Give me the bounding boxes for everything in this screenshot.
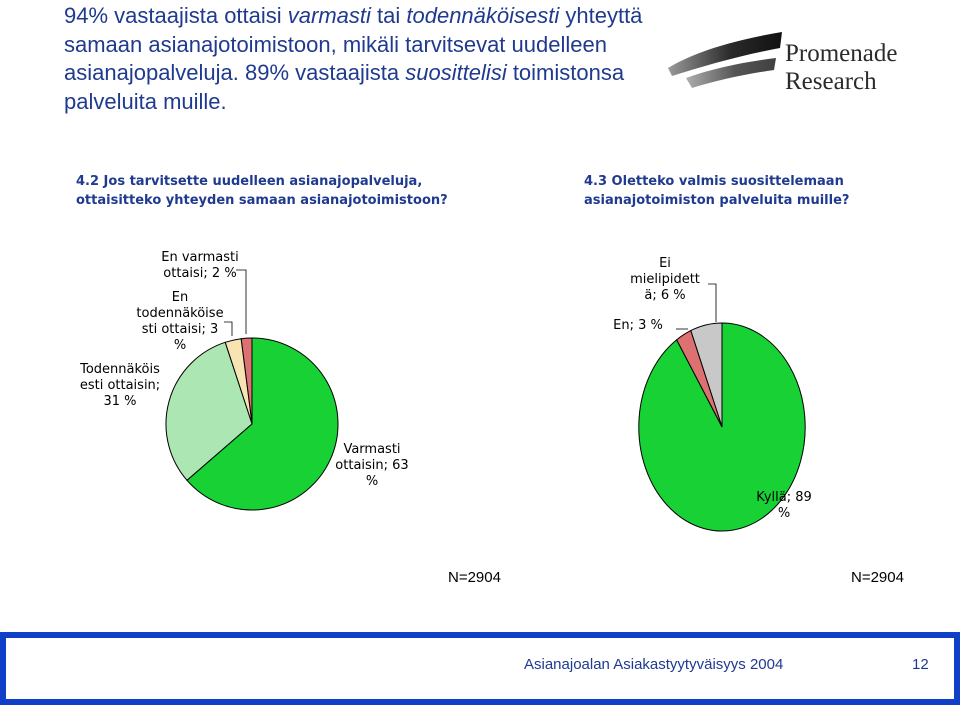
footer-inner [6,638,954,699]
pie1-label-varmasti [322,442,422,490]
logo-line-2: Research [785,68,877,95]
pie1-label-en-tod-line-4: % [173,338,187,353]
pie2-label-ei-mielipidetta [610,256,720,304]
question-4-3-line-1: 4.3 Oletteko valmis suosittelemaan [584,174,844,189]
pie1-label-varmasti-line-1: Varmasti [343,442,401,457]
headline-text-3: yhteyttä samaan asianajotoimistoon, mikäli tarvitsevat uudelleen asianajopalveluja. 89% vastaajista [64,3,643,85]
headline-text-2: tai [370,3,407,28]
pie2-label-ei-line-3: ä; 6 % [644,288,686,303]
footer-bar [0,632,960,705]
headline-text-1: 94% vastaajista ottaisi [64,3,288,28]
pie2-label-ei-line-1: Ei [659,256,671,271]
pie2-label-kylla [736,490,832,522]
pie1-label-tod-line-2: esti ottaisin; [79,378,161,393]
question-4-2-line-2: ottaisitteko yhteyden samaan asianajotoimistoon? [76,193,448,208]
pie2-label-en [588,318,688,334]
question-4-3-line-2: asianajotoimiston palveluita muille? [584,193,850,208]
pie1-label-en-tod-line-3: sti ottaisi; 3 [141,322,219,337]
pie1-label-en-tod-line-1: En [171,290,189,305]
pie1-n-label: N=2904 [448,569,501,586]
pie2-label-ei-line-2: mielipidett [630,272,700,287]
pie1-label-varmasti-line-2: ottaisin; 63 [335,458,409,473]
pie1-label-en-varmasti-line-2: ottaisi; 2 % [163,266,237,281]
headline-emphasis-2: todennäköisesti [406,3,560,28]
pie1-label-en-varmasti-line-1: En varmasti [161,250,239,265]
question-4-2-line-1: 4.2 Jos tarvitsette uudelleen asianajopalveluja, [76,174,423,189]
pie2-n-label: N=2904 [851,569,904,586]
headline-emphasis-1: varmasti [287,3,371,28]
pie1-label-varmasti-line-3: % [365,474,379,489]
pie2-label-kylla-line-2: % [777,506,791,521]
pie1-label-tod-line-3: 31 % [103,394,137,409]
pie1-label-todennakoisesti [70,362,170,410]
pie1-label-tod-line-1: Todennäköis [80,362,160,377]
pie2-label-kylla-line-1: Kyllä; 89 [756,490,812,505]
headline-emphasis-3: suosittelisi [405,60,507,85]
pie2-label-en-line-1: En; 3 % [613,318,663,333]
logo-line-1: Promenade [785,40,898,67]
headline-text-4: toimistonsa palveluita muille. [64,60,625,114]
pie1-label-en-todennakoisesti [130,290,230,354]
pie1-label-en-tod-line-2: todennäköise [136,306,224,321]
pie1-label-en-varmasti [150,250,250,282]
page-number: 12 [912,656,929,673]
footer-title: Asianajoalan Asiakastyytyväisyys 2004 [524,656,784,673]
